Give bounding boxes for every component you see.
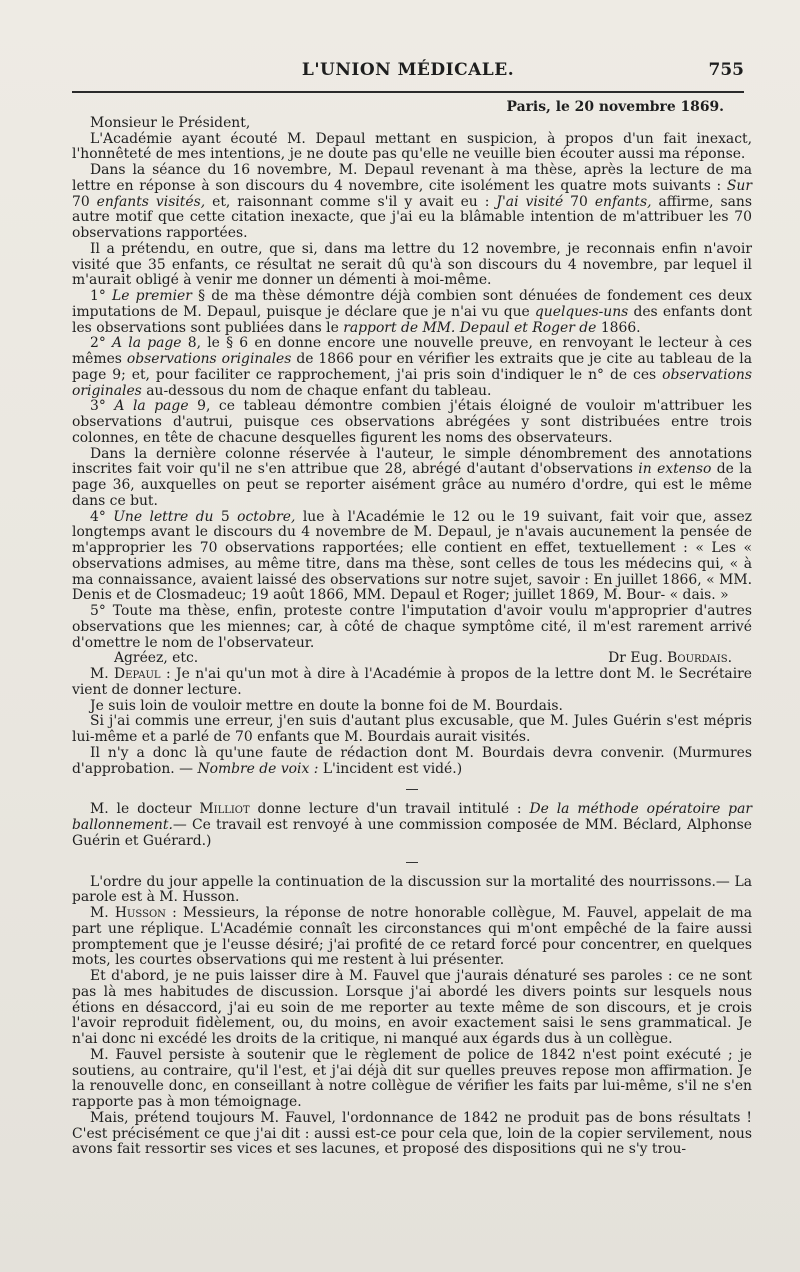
paragraph: 5° Toute ma thèse, enfin, proteste contre l'imputation d'avoir voulu m'approprier d'autres observations que les miennes; car, à côté de chaque symptôme cité, il m'est rarement arrivé d'omettre le nom de l'observateur. xyxy=(72,603,752,651)
paragraph: Et d'abord, je ne puis laisser dire à M. Fauvel que j'aurais dénaturé ses paroles : ce ne sont pas là mes habitudes de discussion. Lorsque j'ai abordé les divers points sur lesquels nous étions en désaccord, j'ai eu soin de me reporter au texte même de son discours, et je crois l'avoir reproduit fidèlement, ou, du moins, en avoir exactement saisi le sens grammatical. Je n'ai donc ni excédé les droits de la critique, ni manqué aux égards dus à un collègue. xyxy=(72,968,752,1047)
paragraph: L'Académie ayant écouté M. Depaul mettant en suspicion, à propos d'un fait inexact, l'honnêteté de mes intentions, je ne doute pas qu'elle ne veuille bien écouter aussi ma réponse. xyxy=(72,130,752,163)
section-separator xyxy=(406,789,418,790)
running-head xyxy=(72,58,744,88)
section-separator xyxy=(406,862,418,863)
paragraph: Mais, prétend toujours M. Fauvel, l'ordonnance de 1842 ne produit pas de bons résultats ! C'est précisément ce que j'ai dit : aussi est-ce pour cela que, loin de la copier servilement, nous avons fait ressortir ses vices et ses lacunes, et proposé des dispositions qui ne s'y trou- xyxy=(72,1109,752,1158)
paragraph: Je suis loin de vouloir mettre en doute la bonne foi de M. Bourdais. xyxy=(90,697,563,714)
letter-salutation: Monsieur le Président, xyxy=(90,114,251,131)
paragraph: L'ordre du jour appelle la continuation de la discussion sur la mortalité des nourrissons.— La parole est à M. Husson. xyxy=(72,873,752,906)
paragraph: Dans la dernière colonne réservée à l'auteur, le simple dénombrement des annotations inscrites fait voir qu'il ne s'en attribue que 28, abrégé d'autant d'observations in extenso de la page 36, auxquelles on peut se reporter aisément grâce au numéro d'ordre, qui est le même dans ce but. xyxy=(72,445,752,509)
paragraph: M. Fauvel persiste à soutenir que le règlement de police de 1842 n'est point exécuté ; je soutiens, au contraire, qu'il l'est, et j'ai déjà dit sur quelles preuves repose mon affirmation. Je la renouvelle donc, en conseillant à notre collègue de vérifier les faits par lui-même, s'il ne s'en rapporte pas à mon témoignage. xyxy=(72,1046,752,1110)
body-text xyxy=(72,100,752,1158)
paragraph: M. Husson : Messieurs, la réponse de notre honorable collègue, M. Fauvel, appelait de ma part une réplique. L'Académie connaît les circonstances qui m'ont empêché de la faire aussi promptement que je l'eusse désiré; j'ai profité de ce retard forcé pour concentrer, en quelques mots, les courtes observations qui me restent à lui présenter. xyxy=(72,905,752,969)
paragraph: Il n'y a donc là qu'une faute de rédaction dont M. Bourdais devra convenir. (Murmures d'approbation. — Nombre de voix : L'incident est vidé.) xyxy=(72,744,752,777)
paragraph: M. le docteur Milliot donne lecture d'un travail intitulé : De la méthode opératoire par ballonnement.— Ce travail est renvoyé à une commission composée de MM. Béclard, Alphonse Guérin et Guérard.) xyxy=(72,801,752,849)
paragraph: 2° A la page 8, le § 6 en donne encore une nouvelle preuve, en renvoyant le lecteur à ces mêmes observations originales de 1866 pour en vérifier les extraits que je cite au tableau de la page 9; et, pour faciliter ce rapprochement, j'ai pris soin d'indiquer le n° de ces observations originales au-dessous du nom de chaque enfant du tableau. xyxy=(72,335,752,399)
journal-title: L'UNION MÉDICALE. xyxy=(301,60,515,80)
paragraph: 3° A la page 9, ce tableau démontre combien j'étais éloigné de vouloir m'attribuer les observations d'autrui, puisque ces observations abrégées y sont distribuées entre trois colonnes, en tête de chacune desquelles figurent les noms des observateurs. xyxy=(72,398,753,446)
page-number: 755 xyxy=(708,60,744,80)
paragraph: M. Depaul : Je n'ai qu'un mot à dire à l'Académie à propos de la lettre dont M. le Secrétaire vient de donner lecture. xyxy=(72,666,753,698)
letter-signature xyxy=(72,651,752,667)
paragraph: Il a prétendu, en outre, que si, dans ma lettre du 12 novembre, je reconnais enfin n'avoir visité que 35 enfants, ce résultat ne serait dû qu'à son discours du 4 novembre, par lequel il m'aurait obligé à venir me donner un démenti à moi-même. xyxy=(72,240,752,289)
closing: Agréez, etc. xyxy=(114,650,199,667)
paragraph: Dans la séance du 16 novembre, M. Depaul revenant à ma thèse, après la lecture de ma lettre en réponse à son discours du 4 novembre, cite isolément les quatre mots suivants : Sur 70 enfants visités, et, raisonnant comme s'il y avait eu : J'ai visité 70 enfants, affirme, sans autre motif que cette citation inexacte, que j'ai eu la blâmable intention de m'attribuer les 70 observations rapportées. xyxy=(72,162,752,241)
signature: Dr Eug. Bourdais. xyxy=(608,650,732,667)
header-rule xyxy=(72,91,744,93)
paragraph: 1° Le premier § de ma thèse démontre déjà combien sont dénuées de fondement ces deux imputations de M. Depaul, puisque je déclare que je n'ai vu que quelques-uns des enfants dont les observations sont publiées dans le rapport de MM. Depaul et Roger de 1866. xyxy=(72,288,752,336)
paragraph: Si j'ai commis une erreur, j'en suis d'autant plus excusable, que M. Jules Guérin s'est mépris lui-même et a parlé de 70 enfants que M. Bourdais aurait visités. xyxy=(72,713,752,745)
paragraph: 4° Une lettre du 5 octobre, lue à l'Académie le 12 ou le 19 suivant, fait voir que, assez longtemps avant le discours du 4 novembre de M. Depaul, je n'avais aucunement la pensée de m'approprier les 70 observations rapportées; elle contient en effet, textuellement : « Les « observations admises, au même titre, dans ma thèse, sont celles de tous les médecins qui, « à ma connaissance, avaient laissé des observations sur notre sujet, savoir : En juillet 1866, « MM. Denis et de Closmadeuc; 19 août 1866, MM. Depaul et Roger; juillet 1869, M. Bour- « dais. » xyxy=(72,508,752,604)
letter-date: Paris, le 20 novembre 1869. xyxy=(506,99,724,115)
